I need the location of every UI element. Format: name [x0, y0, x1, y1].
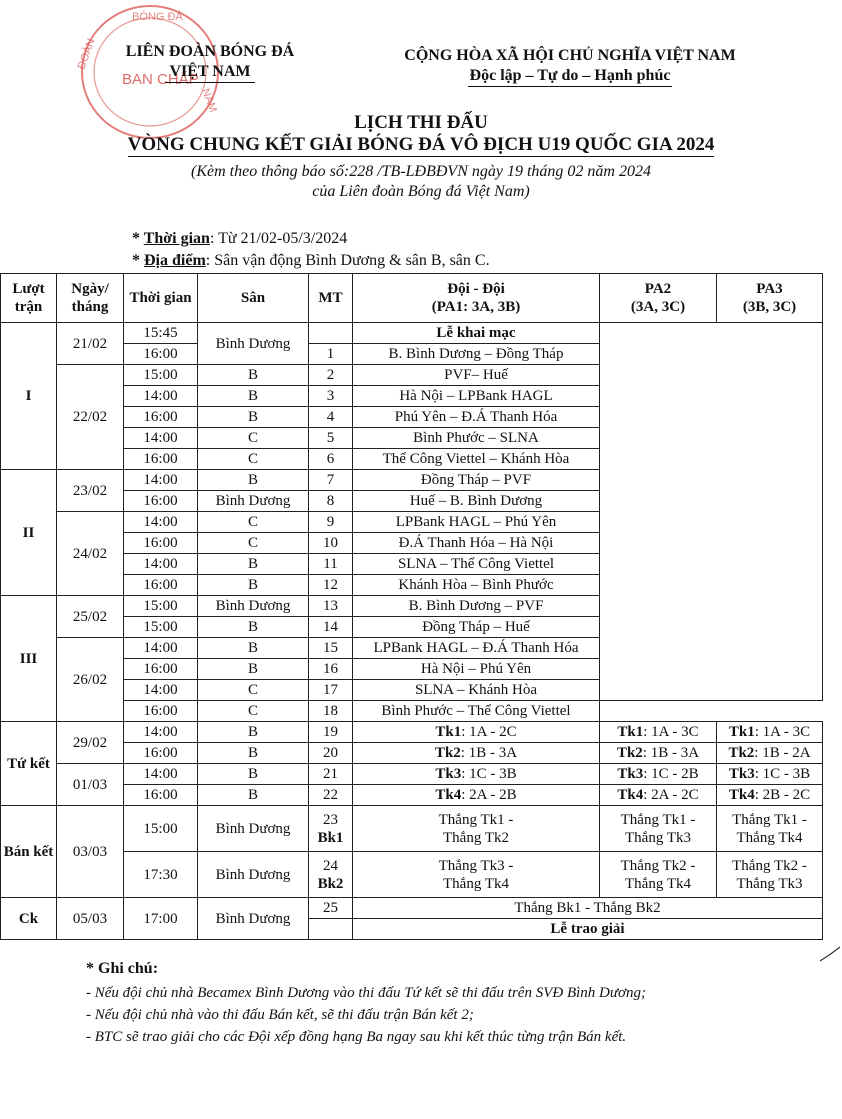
header-pa3 — [717, 274, 823, 323]
title-line-2: VÒNG CHUNG KẾT GIẢI BÓNG ĐÁ VÔ ĐỊCH U19 QUỐC GIA 2024 — [127, 134, 715, 155]
date-cell: 03/03 — [57, 806, 124, 898]
time-value: : Từ 21/02-05/3/2024 — [209, 230, 348, 247]
title-line-1: LỊCH THI ĐẤU — [354, 112, 488, 133]
nation-line-2: Độc lập – Tự do – Hạnh phúc — [468, 66, 673, 87]
venue-cell: B — [198, 470, 309, 491]
qf-pairing: : 1A - 2C — [461, 724, 517, 740]
match-cell: 15 — [309, 638, 353, 659]
time-info: * Thời gian: Từ 21/02-05/3/2024 — [132, 230, 348, 247]
qf-code: Tk1 — [617, 724, 644, 740]
header-time: Thời gian — [124, 274, 198, 323]
table-row — [1, 806, 823, 852]
time-cell: 14:00 — [124, 428, 198, 449]
sf-line: Thắng Tk2 - — [732, 857, 807, 874]
venue-cell: B — [198, 638, 309, 659]
match-cell: 22 — [309, 785, 353, 806]
qf-pairing: : 2B - 2C — [754, 787, 811, 803]
time-cell: 16:00 — [124, 785, 198, 806]
time-cell: 16:00 — [124, 533, 198, 554]
sf-pa2-cell — [600, 806, 717, 852]
subtitle-line-2: của Liên đoàn Bóng đá Việt Nam) — [312, 183, 530, 200]
teams-cell: Bình Phước – Thể Công Viettel — [353, 701, 600, 722]
svg-text:BÓNG ĐÁ: BÓNG ĐÁ — [132, 11, 183, 23]
time-cell: 16:00 — [124, 491, 198, 512]
match-cell: 10 — [309, 533, 353, 554]
venue-cell: C — [198, 428, 309, 449]
teams-cell: LPBank HAGL – Phú Yên — [353, 512, 600, 533]
time-cell: 14:00 — [124, 638, 198, 659]
match-cell: 3 — [309, 386, 353, 407]
match-cell — [309, 323, 353, 344]
match-cell: 25 — [309, 898, 353, 919]
match-cell: 9 — [309, 512, 353, 533]
venue-cell: Bình Dương — [198, 806, 309, 852]
header-venue: Sân — [198, 274, 309, 323]
organization-header — [100, 42, 320, 83]
qf-code: Tk2 — [434, 745, 461, 761]
time-cell: 16:00 — [124, 407, 198, 428]
teams-cell: B. Bình Dương – PVF — [353, 596, 600, 617]
sf-pa1-cell — [353, 852, 600, 898]
venue-cell: B — [198, 617, 309, 638]
place-label: Địa điểm — [144, 252, 206, 269]
header-match: MT — [309, 274, 353, 323]
venue-cell: Bình Dương — [198, 596, 309, 617]
qf-pa3-cell — [717, 785, 823, 806]
qf-code: Tk3 — [728, 766, 755, 782]
teams-cell: Hà Nội – LPBank HAGL — [353, 386, 600, 407]
match-cell: 4 — [309, 407, 353, 428]
qf-pa3-cell — [717, 764, 823, 785]
time-cell: 15:00 — [124, 617, 198, 638]
qf-pairing: : 2A - 2C — [643, 787, 699, 803]
venue-cell: C — [198, 680, 309, 701]
table-row — [1, 898, 823, 919]
date-cell: 01/03 — [57, 764, 124, 806]
svg-text:BAN CHẤP: BAN CHẤP — [122, 71, 199, 88]
venue-cell: B — [198, 365, 309, 386]
table-row — [1, 722, 823, 743]
venue-cell: Bình Dương — [198, 852, 309, 898]
venue-cell: B — [198, 386, 309, 407]
date-cell: 25/02 — [57, 596, 124, 638]
time-cell: 14:00 — [124, 386, 198, 407]
match-cell: 18 — [309, 701, 353, 722]
table-row — [1, 852, 823, 898]
venue-cell: C — [198, 533, 309, 554]
qf-pa2-cell — [600, 764, 717, 785]
venue-cell: B — [198, 575, 309, 596]
venue-cell: Bình Dương — [198, 323, 309, 365]
teams-cell: LPBank HAGL – Đ.Á Thanh Hóa — [353, 638, 600, 659]
time-cell: 14:00 — [124, 512, 198, 533]
qf-pairing: : 1A - 3C — [754, 724, 811, 740]
qf-code: Tk1 — [435, 724, 462, 740]
qf-pairing: : 1A - 3C — [643, 724, 699, 740]
round-cell: Ck — [1, 898, 57, 940]
venue-cell: B — [198, 764, 309, 785]
time-cell: 17:30 — [124, 852, 198, 898]
qf-code: Tk3 — [617, 766, 644, 782]
match-code: Bk2 — [317, 875, 344, 892]
time-cell: 16:00 — [124, 344, 198, 365]
venue-cell: B — [198, 407, 309, 428]
sf-line: Thắng Tk1 - — [438, 811, 514, 828]
qf-pairing: : 1B - 2A — [754, 745, 811, 761]
schedule-table — [0, 273, 823, 940]
svg-text:NAM: NAM — [199, 86, 219, 115]
sf-line: Thắng Tk2 - — [620, 857, 696, 874]
teams-cell: Lễ khai mạc — [353, 323, 600, 344]
qf-pairing: : 1B - 3A — [460, 745, 518, 761]
sf-pa3-cell — [717, 806, 823, 852]
document-subtitle — [0, 162, 842, 202]
venue-cell: B — [198, 722, 309, 743]
match-cell: 6 — [309, 449, 353, 470]
match-cell: 13 — [309, 596, 353, 617]
round-cell: I — [1, 323, 57, 470]
place-info: * Địa điểm: Sân vận động Bình Dương & sân B, sân C. — [132, 252, 490, 269]
sf-line: Thắng Tk1 - — [732, 811, 807, 828]
match-cell: 16 — [309, 659, 353, 680]
note-line: - Nếu đội chủ nhà vào thi đấu Bán kết, sẽ thi đấu trận Bán kết 2; — [86, 1007, 474, 1023]
round-cell: III — [1, 596, 57, 722]
match-cell: 2 — [309, 365, 353, 386]
date-cell: 23/02 — [57, 470, 124, 512]
header-teams — [353, 274, 600, 323]
qf-code: Tk1 — [728, 724, 755, 740]
teams-cell: Huế – B. Bình Dương — [353, 491, 600, 512]
teams-cell: SLNA – Thể Công Viettel — [353, 554, 600, 575]
venue-cell: B — [198, 785, 309, 806]
venue-cell: Bình Dương — [198, 491, 309, 512]
match-cell: 21 — [309, 764, 353, 785]
round-cell: Tứ kết — [1, 722, 57, 806]
qf-pa2-cell — [600, 743, 717, 764]
time-cell: 15:00 — [124, 365, 198, 386]
award-ceremony-cell: Lễ trao giải — [353, 919, 823, 940]
date-cell: 22/02 — [57, 365, 124, 470]
date-cell: 21/02 — [57, 323, 124, 365]
table-row — [1, 323, 823, 344]
match-cell: 17 — [309, 680, 353, 701]
schedule-info — [132, 228, 490, 272]
qf-pa1-cell — [353, 764, 600, 785]
time-label: Thời gian — [143, 230, 210, 247]
qf-pairing: : 2A - 2B — [461, 787, 517, 803]
sf-line: Thắng Tk3 — [736, 875, 803, 892]
org-line-2: VIỆT NAM — [165, 62, 254, 83]
teams-cell: SLNA – Khánh Hòa — [353, 680, 600, 701]
header-date: Ngày/ tháng — [57, 274, 124, 323]
match-number: 24 — [323, 857, 338, 874]
qf-pa3-cell — [717, 722, 823, 743]
sf-pa2-cell — [600, 852, 717, 898]
national-header — [360, 46, 780, 87]
teams-cell: Đồng Tháp – PVF — [353, 470, 600, 491]
match-cell: 20 — [309, 743, 353, 764]
date-cell: 24/02 — [57, 512, 124, 596]
teams-cell: PVF– Huế — [353, 365, 600, 386]
time-cell: 16:00 — [124, 701, 198, 722]
venue-cell: B — [198, 743, 309, 764]
note-line: - BTC sẽ trao giải cho các Đội xếp đồng hạng Ba ngay sau khi kết thúc từng trận Bán kết. — [86, 1029, 627, 1045]
empty-pa-cell — [600, 323, 823, 701]
qf-pairing: : 1C - 2B — [643, 766, 699, 782]
match-cell: 19 — [309, 722, 353, 743]
sf-line: Thắng Tk1 - — [620, 811, 696, 828]
teams-cell: B. Bình Dương – Đồng Tháp — [353, 344, 600, 365]
note-line: - Nếu đội chủ nhà Becamex Bình Dương vào thi đấu Tứ kết sẽ thi đấu trên SVĐ Bình Dương; — [86, 985, 647, 1001]
match-cell-empty — [309, 919, 353, 940]
teams-cell: Đồng Tháp – Huế — [353, 617, 600, 638]
header-pa2-label: PA2 — [644, 281, 672, 297]
match-cell: 5 — [309, 428, 353, 449]
round-cell: Bán kết — [1, 806, 57, 898]
match-cell — [309, 806, 353, 852]
qf-pairing: : 1C - 3B — [461, 766, 517, 782]
sf-line: Thắng Tk3 — [625, 829, 691, 846]
header-pa3-sub: (3B, 3C) — [742, 299, 797, 315]
qf-code: Tk4 — [435, 787, 462, 803]
header-pa3-label: PA3 — [756, 281, 783, 297]
sf-pa3-cell — [717, 852, 823, 898]
qf-pa1-cell — [353, 722, 600, 743]
sf-line: Thắng Tk3 - — [438, 857, 514, 874]
qf-pa1-cell — [353, 743, 600, 764]
sf-pa1-cell — [353, 806, 600, 852]
venue-cell: B — [198, 554, 309, 575]
header-teams-label: Đội - Đội — [447, 281, 505, 297]
time-cell: 16:00 — [124, 449, 198, 470]
table-row — [1, 764, 823, 785]
notes-title: * Ghi chú: — [86, 960, 159, 977]
match-cell: 8 — [309, 491, 353, 512]
time-cell: 15:45 — [124, 323, 198, 344]
qf-pairing: : 1C - 3B — [754, 766, 811, 782]
org-line-1: LIÊN ĐOÀN BÓNG ĐÁ — [125, 43, 295, 60]
subtitle-line-1: (Kèm theo thông báo số:228 /TB-LĐBĐVN ngày 19 tháng 02 năm 2024 — [191, 163, 651, 180]
nation-line-1: CỘNG HÒA XÃ HỘI CHỦ NGHĨA VIỆT NAM — [404, 47, 736, 64]
round-cell: II — [1, 470, 57, 596]
header-pa2 — [600, 274, 717, 323]
venue-cell: C — [198, 701, 309, 722]
time-cell: 16:00 — [124, 659, 198, 680]
match-code: Bk1 — [317, 829, 344, 846]
header-teams-sub: (PA1: 3A, 3B) — [431, 299, 521, 315]
time-cell: 14:00 — [124, 554, 198, 575]
place-value: : Sân vận động Bình Dương & sân B, sân C. — [205, 252, 490, 269]
qf-pa2-cell — [600, 722, 717, 743]
time-cell: 15:00 — [124, 806, 198, 852]
time-cell: 14:00 — [124, 680, 198, 701]
time-cell: 17:00 — [124, 898, 198, 940]
teams-cell: Phú Yên – Đ.Á Thanh Hóa — [353, 407, 600, 428]
svg-text:ĐOÀN: ĐOÀN — [75, 37, 98, 72]
table-row — [1, 701, 823, 722]
match-cell: 1 — [309, 344, 353, 365]
venue-cell: C — [198, 449, 309, 470]
time-cell: 14:00 — [124, 470, 198, 491]
qf-pa3-cell — [717, 743, 823, 764]
teams-cell: Khánh Hòa – Bình Phước — [353, 575, 600, 596]
date-cell: 29/02 — [57, 722, 124, 764]
match-number: 23 — [323, 811, 338, 828]
teams-cell: Bình Phước – SLNA — [353, 428, 600, 449]
signature-mark-icon — [818, 945, 842, 965]
teams-cell: Thể Công Viettel – Khánh Hòa — [353, 449, 600, 470]
time-cell: 15:00 — [124, 596, 198, 617]
table-row — [1, 743, 823, 764]
qf-code: Tk4 — [728, 787, 755, 803]
header-pa2-sub: (3A, 3C) — [630, 299, 686, 315]
time-cell: 14:00 — [124, 764, 198, 785]
qf-code: Tk3 — [435, 766, 462, 782]
sf-line: Thắng Tk4 — [443, 875, 509, 892]
match-cell: 11 — [309, 554, 353, 575]
header-round: Lượt trận — [1, 274, 57, 323]
venue-cell: Bình Dương — [198, 898, 309, 940]
qf-code: Tk2 — [728, 745, 755, 761]
match-cell: 12 — [309, 575, 353, 596]
time-cell: 16:00 — [124, 743, 198, 764]
qf-pa2-cell — [600, 785, 717, 806]
table-row — [1, 785, 823, 806]
qf-code: Tk4 — [617, 787, 644, 803]
final-match-cell: Thắng Bk1 - Thắng Bk2 — [353, 898, 823, 919]
notes-section — [86, 958, 646, 1048]
date-cell: 26/02 — [57, 638, 124, 722]
time-cell: 14:00 — [124, 722, 198, 743]
match-cell: 7 — [309, 470, 353, 491]
match-cell — [309, 852, 353, 898]
sf-line: Thắng Tk4 — [625, 875, 691, 892]
sf-line: Thắng Tk2 — [443, 829, 509, 846]
document-title — [0, 112, 842, 157]
time-cell: 16:00 — [124, 575, 198, 596]
venue-cell: C — [198, 512, 309, 533]
qf-pairing: : 1B - 3A — [642, 745, 700, 761]
match-cell: 14 — [309, 617, 353, 638]
qf-code: Tk2 — [616, 745, 643, 761]
table-header-row — [1, 274, 823, 323]
qf-pa1-cell — [353, 785, 600, 806]
teams-cell: Đ.Á Thanh Hóa – Hà Nội — [353, 533, 600, 554]
venue-cell: B — [198, 659, 309, 680]
sf-line: Thắng Tk4 — [736, 829, 803, 846]
date-cell: 05/03 — [57, 898, 124, 940]
teams-cell: Hà Nội – Phú Yên — [353, 659, 600, 680]
